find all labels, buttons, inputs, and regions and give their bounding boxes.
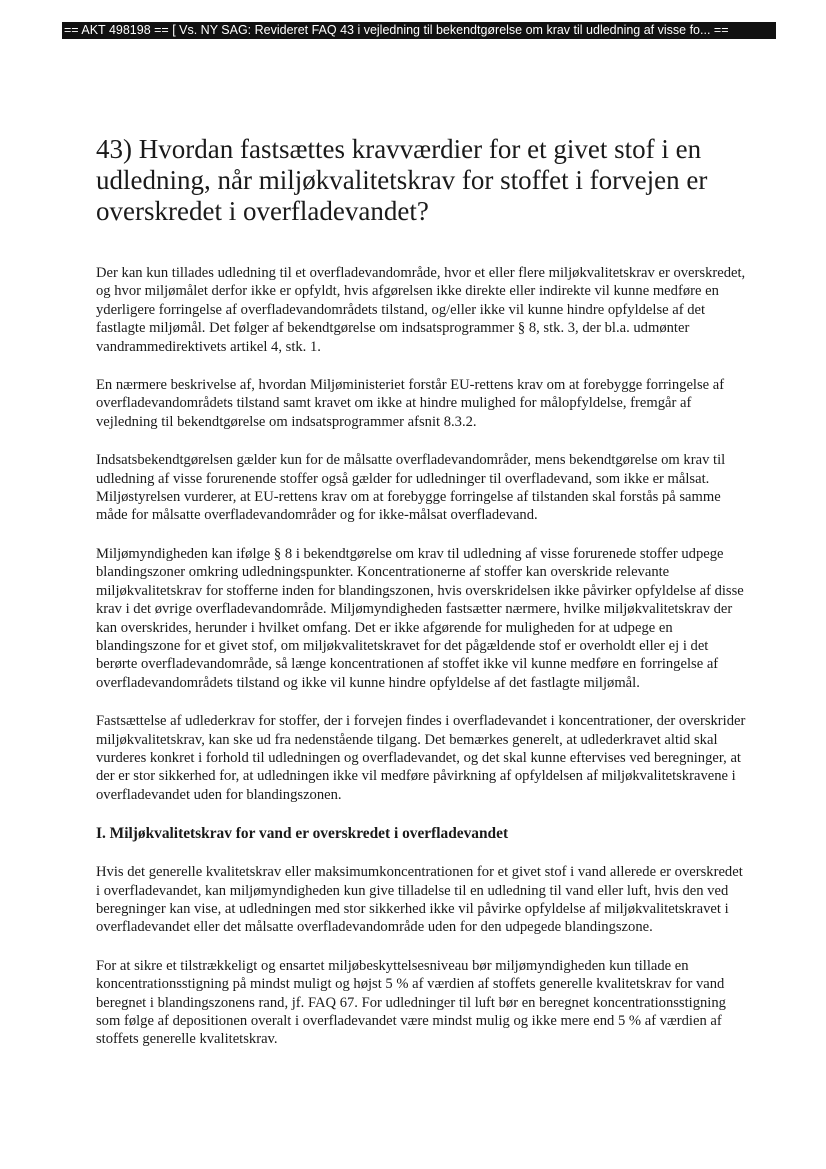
paragraph-1: Der kan kun tillades udledning til et overfladevandområde, hvor et eller flere miljøkvalitetskrav er overskredet, og hvor miljømålet derfor ikke er opfyldt, hvis afgørelsen ikke direkte eller indirekte vil kunne medføre en yderligere forringelse af overfladevandområdets tilstand, og/eller ikke vil kunne hindre opfyldelse af det fastlagte miljømål. Det følger af bekendtgørelse om indsatsprogrammer § 8, stk. 3, der bl.a. udmønter vandrammedirektivets artikel 4, stk. 1. (96, 265, 746, 355)
paragraph-4: Miljømyndigheden kan ifølge § 8 i bekendtgørelse om krav til udledning af visse forurenede stoffer udpege blandingszoner omkring udledningspunkter. Koncentrationerne af stoffer kan overskride relevante miljøkvalitetskrav for stofferne inden for blandingszonen, hvis overskridelsen ikke påvirker opfyldelse af disse krav i det øvrige overfladevandområde. Miljømyndigheden fastsætter nærmere, hvilke miljøkvalitetskrav der kan overskrides, herunder i hvilket omfang. Det er ikke afgørende for muligheden for at udpege en blandingszone for et givet stof, om miljøkvalitetskravet for det pågældende stof er overholdt eller ej i det berørte overfladevandområde, så længe koncentrationen af stoffet ikke vil kunne medføre en forringelse af overfladevandområdets tilstand og ikke vil kunne hindre opfyldelse af det fastlagte miljømål. (96, 545, 744, 691)
paragraph-3: Indsatsbekendtgørelsen gælder kun for de målsatte overfladevandområder, mens bekendtgørelse om krav til udledning af visse forurenende stoffer også gælder for udledninger til overfladevand, som ikke er målsat. Miljøstyrelsen vurderer, at EU-rettens krav om at forebygge forringelse af tilstanden skal forstås på samme måde for målsatte overfladevandområder og for ikke-målsat overfladevand. (96, 452, 726, 524)
document-body (96, 264, 746, 1069)
question-title: 43) Hvordan fastsættes kravværdier for et givet stof i en udledning, når miljøkvalitetskrav for stoffet i forvejen er overskredet i overfladevandet? (96, 134, 708, 226)
section-paragraph-1: Hvis det generelle kvalitetskrav eller maksimumkoncentrationen for et givet stof i vand allerede er overskredet i overfladevandet, kan miljømyndigheden kun give tilladelse til en udledning til vand eller luft, hvis den ved beregninger kan vise, at udledningen med stor sikkerhed ikke vil påvirke opfyldelse af miljøkvalitetskravet i overfladevandet eller det målsatte overfladevandområde uden for den udpegede blandingszone. (96, 864, 743, 936)
document-header-bar: == AKT 498198 == [ Vs. NY SAG: Revideret FAQ 43 i vejledning til bekendtgørelse om krav til udledning af visse fo... == (62, 22, 776, 39)
paragraph-2: En nærmere beskrivelse af, hvordan Miljøministeriet forstår EU-rettens krav om at forebygge forringelse af overfladevandområdets tilstand samt kravet om ikke at hindre mulighed for målopfyldelse, fremgår af vejledning til bekendtgørelse om indsatsprogrammer afsnit 8.3.2. (96, 377, 725, 430)
section-heading: I. Miljøkvalitetskrav for vand er overskredet i overfladevandet (96, 825, 509, 843)
paragraph-5: Fastsættelse af udlederkrav for stoffer, der i forvejen findes i overfladevandet i koncentrationer, der overskrider miljøkvalitetskrav, kan ske ud fra nedenstående tilgang. Det bemærkes generelt, at udlederkravet altid skal vurderes konkret i forhold til udledningen og overfladevandet, og det skal kunne eftervises ved beregninger, at der er stor sikkerhed for, at udledningen ikke vil medføre påvirkning af opfyldelsen af miljøkvalitetskravene i overfladevandet uden for blandingszonen. (96, 713, 746, 803)
section-paragraph-2: For at sikre et tilstrækkeligt og ensartet miljøbeskyttelsesniveau bør miljømyndigheden kun tillade en koncentrationsstigning på mindst muligt og højst 5 % af værdien af stoffets generelle kvalitetskrav for vand beregnet i blandingszonens rand, jf. FAQ 67. For udledninger til luft bør en beregnet koncentrationsstigning som følge af depositionen overalt i overfladevandet være mindst mulig og ikke mere end 5 % af værdien af stoffets generelle kvalitetskrav. (96, 957, 726, 1048)
